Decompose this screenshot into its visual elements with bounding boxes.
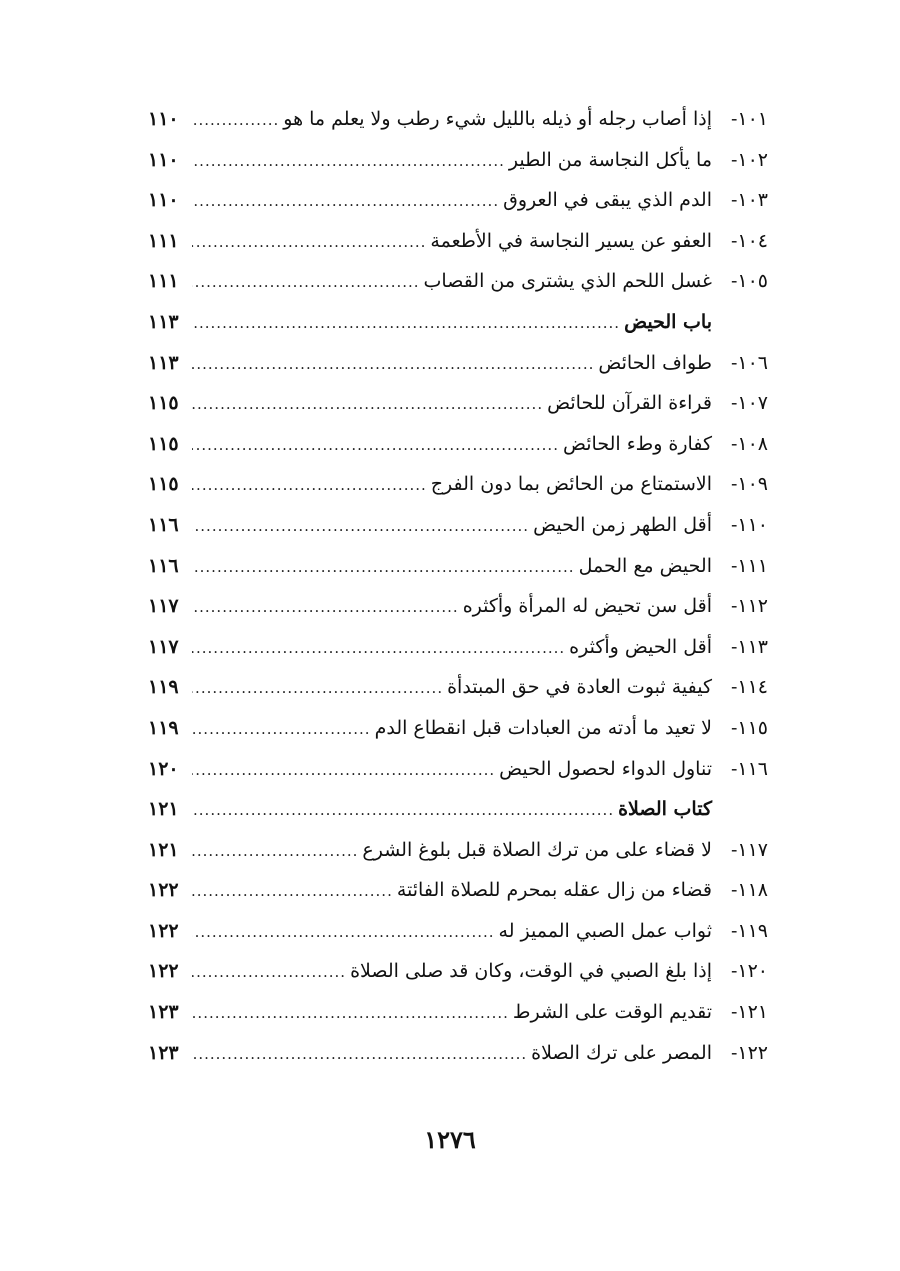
- entry-title: إذا بلغ الصبي في الوقت، وكان قد صلى الصلاة: [350, 960, 712, 983]
- entry-page-number: ١١٠: [148, 148, 179, 171]
- entry-title: تناول الدواء لحصول الحيض: [499, 757, 712, 780]
- entry-number: ١١٢-: [730, 595, 768, 618]
- entry-number: ١٠٨-: [730, 432, 768, 455]
- dot-leader: [192, 639, 565, 657]
- entry-number: ١١١-: [730, 554, 768, 577]
- entry-title: ثواب عمل الصبي المميز له: [498, 919, 712, 942]
- toc-entry: [148, 1001, 768, 1042]
- dot-leader: [192, 395, 543, 413]
- dot-leader: [192, 192, 499, 210]
- toc-entry: [148, 839, 768, 880]
- entry-title: كفارة وطء الحائض: [562, 432, 712, 455]
- toc-entry: [148, 352, 768, 393]
- toc-entry: [148, 230, 768, 271]
- entry-number: ١٠١-: [730, 108, 768, 130]
- table-of-contents: [148, 108, 768, 1082]
- entry-number: ١٠٧-: [730, 392, 768, 415]
- entry-page-number: ١١١: [148, 270, 179, 293]
- toc-entry: [148, 433, 768, 474]
- dot-leader: [192, 1045, 527, 1063]
- entry-page-number: ١١٥: [148, 392, 179, 415]
- toc-section-heading: [148, 798, 768, 839]
- entry-number: ١٠٣-: [730, 189, 768, 212]
- entry-page-number: ١٢٣: [148, 1041, 179, 1064]
- dot-leader: [192, 882, 393, 900]
- entry-number: ١٠٩-: [730, 473, 768, 496]
- entry-title: غسل اللحم الذي يشترى من القصاب: [423, 270, 712, 293]
- entry-number: ١٠٥-: [730, 270, 768, 293]
- entry-page-number: ١١٠: [148, 108, 179, 130]
- entry-title: تقديم الوقت على الشرط: [512, 1001, 712, 1024]
- dot-leader: [192, 152, 505, 170]
- dot-leader: [192, 720, 371, 738]
- toc-entry: [148, 514, 768, 555]
- toc-entry: [148, 108, 768, 149]
- toc-entry: [148, 392, 768, 433]
- dot-leader: [192, 801, 614, 819]
- dot-leader: [192, 558, 575, 576]
- entry-page-number: ١٢١: [148, 838, 179, 861]
- dot-leader: [192, 111, 279, 129]
- entry-page-number: ١٢٢: [148, 919, 179, 942]
- entry-title: أقل سن تحيض له المرأة وأكثره: [462, 595, 712, 618]
- toc-entry: [148, 758, 768, 799]
- dot-leader: [192, 314, 620, 332]
- toc-entry: [148, 636, 768, 677]
- dot-leader: [192, 842, 358, 860]
- entry-page-number: ١١٣: [148, 351, 179, 374]
- dot-leader: [192, 761, 495, 779]
- toc-section-heading: [148, 311, 768, 352]
- dot-leader: [192, 517, 529, 535]
- dot-leader: [192, 436, 559, 454]
- entry-title: قضاء من زال عقله بمحرم للصلاة الفائتة: [396, 879, 712, 902]
- entry-page-number: ١١٧: [148, 635, 179, 658]
- entry-number: ١١٠-: [730, 513, 768, 536]
- entry-number: ١٢٢-: [730, 1041, 768, 1064]
- entry-page-number: ١١٩: [148, 716, 179, 739]
- entry-number: ١١٩-: [730, 919, 768, 942]
- entry-page-number: ١٢١: [148, 798, 179, 821]
- toc-entry: [148, 960, 768, 1001]
- entry-number: ١٠٤-: [730, 229, 768, 252]
- toc-entry: [148, 149, 768, 190]
- entry-number: ١١٤-: [730, 676, 768, 699]
- entry-page-number: ١٢٢: [148, 879, 179, 902]
- entry-title: طواف الحائض: [598, 351, 712, 374]
- toc-entry: [148, 1042, 768, 1083]
- entry-page-number: ١١٧: [148, 595, 179, 618]
- entry-title: كتاب الصلاة: [618, 798, 712, 821]
- entry-title: الاستمتاع من الحائض بما دون الفرج: [430, 473, 712, 496]
- entry-number: ١٢٠-: [730, 960, 768, 983]
- toc-entry: [148, 879, 768, 920]
- dot-leader: [192, 963, 346, 981]
- entry-page-number: ١١٦: [148, 513, 179, 536]
- entry-page-number: ١١١: [148, 229, 179, 252]
- entry-page-number: ١٢٣: [148, 1001, 179, 1024]
- entry-number: ١١٣-: [730, 635, 768, 658]
- dot-leader: [192, 598, 459, 616]
- entry-title: أقل الحيض وأكثره: [569, 635, 712, 658]
- dot-leader: [192, 233, 426, 251]
- dot-leader: [192, 273, 420, 291]
- dot-leader: [192, 355, 594, 373]
- page-number: ١٢٧٦: [424, 1125, 476, 1154]
- entry-page-number: ١٢٢: [148, 960, 179, 983]
- dot-leader: [192, 476, 427, 494]
- entry-title: قراءة القرآن للحائض: [547, 392, 712, 415]
- entry-page-number: ١١٦: [148, 554, 179, 577]
- entry-page-number: ١١٥: [148, 432, 179, 455]
- entry-page-number: ١١٣: [148, 310, 179, 333]
- toc-entry: [148, 595, 768, 636]
- entry-title: لا تعيد ما أدته من العبادات قبل انقطاع الدم: [374, 716, 712, 739]
- toc-entry: [148, 473, 768, 514]
- dot-leader: [192, 679, 443, 697]
- toc-entry: [148, 189, 768, 230]
- entry-title: المصر على ترك الصلاة: [531, 1041, 712, 1064]
- entry-number: ١١٦-: [730, 757, 768, 780]
- entry-number: ١٠٢-: [730, 148, 768, 171]
- toc-entry: [148, 270, 768, 311]
- entry-title: كيفية ثبوت العادة في حق المبتدأة: [447, 676, 712, 699]
- entry-title: لا قضاء على من ترك الصلاة قبل بلوغ الشرع: [362, 838, 712, 861]
- toc-entry: [148, 920, 768, 961]
- entry-title: باب الحيض: [624, 310, 712, 333]
- dot-leader: [192, 923, 495, 941]
- entry-title: الدم الذي يبقى في العروق: [503, 189, 712, 212]
- entry-page-number: ١١٥: [148, 473, 179, 496]
- entry-title: الحيض مع الحمل: [578, 554, 712, 577]
- entry-title: أقل الطهر زمن الحيض: [533, 513, 712, 536]
- entry-title: العفو عن يسير النجاسة في الأطعمة: [430, 229, 712, 252]
- entry-number: ١٢١-: [730, 1001, 768, 1024]
- toc-entry: [148, 676, 768, 717]
- toc-entry: [148, 717, 768, 758]
- entry-title: إذا أصاب رجله أو ذيله بالليل شيء رطب ولا يعلم ما هو: [283, 108, 712, 130]
- entry-page-number: ١٢٠: [148, 757, 179, 780]
- entry-number: ١١٧-: [730, 838, 768, 861]
- dot-leader: [192, 1004, 509, 1022]
- entry-page-number: ١١٠: [148, 189, 179, 212]
- entry-number: ١١٨-: [730, 879, 768, 902]
- entry-title: ما يأكل النجاسة من الطير: [508, 148, 712, 171]
- entry-page-number: ١١٩: [148, 676, 179, 699]
- entry-number: ١١٥-: [730, 716, 768, 739]
- toc-entry: [148, 555, 768, 596]
- entry-number: ١٠٦-: [730, 351, 768, 374]
